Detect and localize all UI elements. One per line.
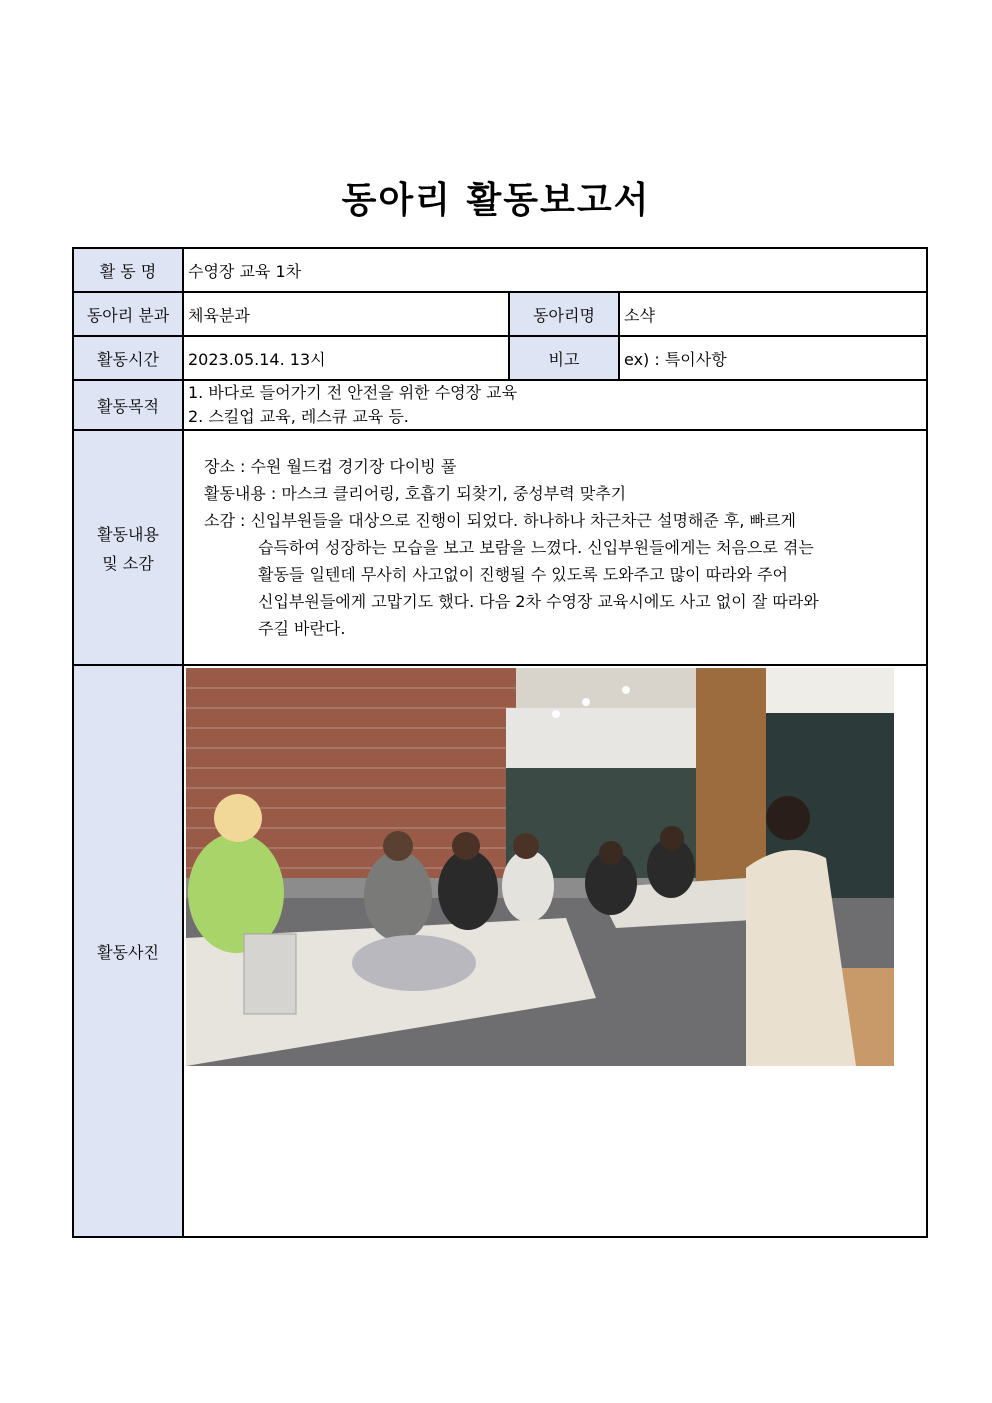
report-table [72,247,928,1238]
impression-line-5: 주길 바란다. [258,619,346,638]
photo-cell [183,665,927,1237]
activity-photo [186,668,894,1066]
purpose-line-2: 2. 스킬업 교육, 레스큐 교육 등. [188,407,409,426]
row-club [73,292,927,336]
row-photo [73,665,927,1237]
row-time [73,336,927,380]
page-title: 동아리 활동보고서 [341,180,651,221]
club-name-label: 동아리명 [509,292,619,336]
activity-name-value: 수영장 교육 1차 [183,248,927,292]
content-label [73,430,183,665]
impression-line-3: 활동들 일텐데 무사히 사고없이 진행될 수 있도록 도와주고 많이 따라와 주어 [258,565,788,584]
row-purpose [73,380,927,430]
impression-line-4: 신입부원들에게 고맙기도 했다. 다음 2차 수영장 교육시에도 사고 없이 잘 따라와 [258,592,819,611]
content-place: 장소 : 수원 월드컵 경기장 다이빙 풀 [204,457,457,476]
content-label-line-1: 활동내용 [97,524,159,544]
remarks-value: ex) : 특이사항 [619,336,927,380]
activity-photo-illustration [186,668,894,1066]
row-activity-name [73,248,927,292]
remarks-label: 비고 [509,336,619,380]
impression-line-2: 습득하여 성장하는 모습을 보고 보람을 느꼈다. 신입부원들에게는 처음으로 겪는 [258,538,814,557]
content-value [183,430,927,665]
photo-label: 활동사진 [73,665,183,1237]
purpose-value [183,380,927,430]
activity-time-label: 활동시간 [73,336,183,380]
row-content [73,430,927,665]
content-label-line-2: 및 소감 [102,553,154,573]
club-division-value: 체육분과 [183,292,509,336]
activity-name-label: 활 동 명 [73,248,183,292]
purpose-line-1: 1. 바다로 들어가기 전 안전을 위한 수영장 교육 [188,383,518,402]
activity-time-value: 2023.05.14. 13시 [183,336,509,380]
club-division-label: 동아리 분과 [73,292,183,336]
purpose-label: 활동목적 [73,380,183,430]
impression-line-1: 소감 : 신입부원들을 대상으로 진행이 되었다. 하나하나 차근차근 설명해준 후, 빠르게 [204,511,796,530]
content-details: 활동내용 : 마스크 클리어링, 호흡기 되찾기, 중성부력 맞추기 [204,484,627,503]
club-name-value: 소샥 [619,292,927,336]
